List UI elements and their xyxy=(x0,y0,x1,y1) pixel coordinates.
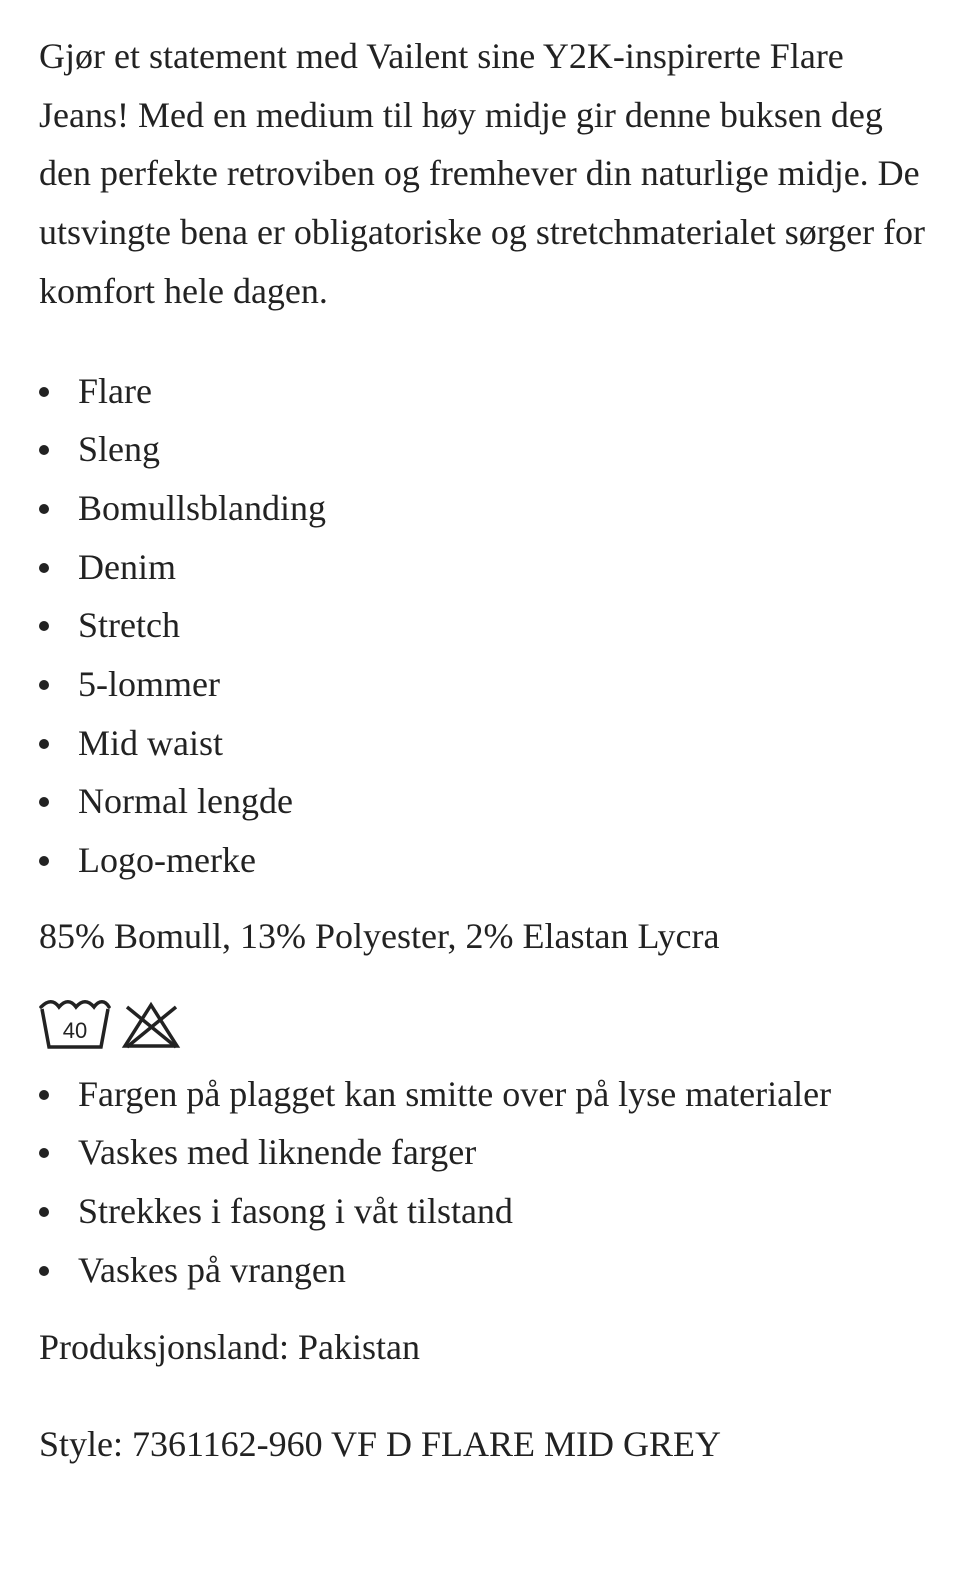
features-list xyxy=(39,362,929,890)
list-item: Fargen på plagget kan smitte over på lyse materialer xyxy=(39,1065,929,1124)
list-item: Normal lengde xyxy=(39,772,929,831)
bullet-icon xyxy=(39,797,49,807)
list-item: 5-lommer xyxy=(39,655,929,714)
product-details xyxy=(39,0,929,1473)
list-item: Vaskes med liknende farger xyxy=(39,1123,929,1182)
bullet-icon xyxy=(39,739,49,749)
production-country: Produksjonsland: Pakistan xyxy=(39,1327,421,1368)
no-bleach-icon xyxy=(121,999,181,1051)
bullet-icon xyxy=(39,680,49,690)
bullet-icon xyxy=(39,621,49,631)
list-item: Stretch xyxy=(39,596,929,655)
bullet-icon xyxy=(39,1207,49,1217)
bullet-icon xyxy=(39,1266,49,1276)
list-item: Sleng xyxy=(39,420,929,479)
wash-40-icon xyxy=(39,999,111,1051)
list-item: Denim xyxy=(39,538,929,597)
bullet-icon xyxy=(39,445,49,455)
bullet-icon xyxy=(39,504,49,514)
style-number: Style: 7361162-960 VF D FLARE MID GREY xyxy=(39,1424,722,1465)
list-item: Mid waist xyxy=(39,714,929,773)
care-symbols xyxy=(39,999,929,1055)
bullet-icon xyxy=(39,1148,49,1158)
bullet-icon xyxy=(39,856,49,866)
list-item: Vaskes på vrangen xyxy=(39,1241,929,1300)
list-item: Bomullsblanding xyxy=(39,479,929,538)
care-instructions-list xyxy=(39,1065,929,1300)
list-item: Flare xyxy=(39,362,929,421)
bullet-icon xyxy=(39,563,49,573)
list-item: Strekkes i fasong i våt tilstand xyxy=(39,1182,929,1241)
bullet-icon xyxy=(39,1090,49,1100)
product-description: Gjør et statement med Vailent sine Y2K-inspirerte Flare Jeans! Med en medium til høy midje gir denne buksen deg den perfekte retroviben og fremhever din naturlige midje. De utsvingte bena er obligatoriske og stretchmaterialet sørger for komfort hele dagen. xyxy=(39,36,926,311)
wash-temp-label: 40 xyxy=(62,1017,88,1043)
bullet-icon xyxy=(39,387,49,397)
material-composition: 85% Bomull, 13% Polyester, 2% Elastan Lycra xyxy=(39,915,720,956)
list-item: Logo-merke xyxy=(39,831,929,890)
